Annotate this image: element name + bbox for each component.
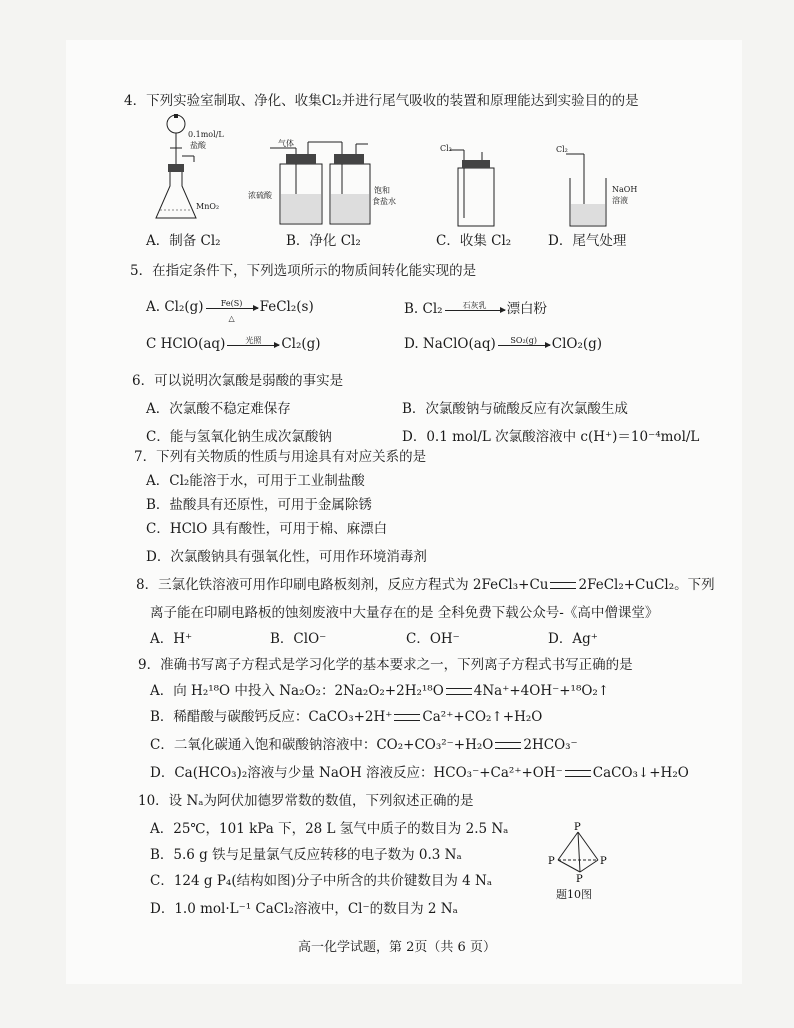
- q9-a-pre: A．向 H₂¹⁸O 中投入 Na₂O₂：2Na₂O₂+2H₂¹⁸O: [150, 683, 444, 699]
- q6-stem: 6．可以说明次氯酸是弱酸的事实是: [132, 373, 344, 389]
- p4-atom-top: P: [574, 822, 581, 833]
- reaction-arrow: [445, 300, 505, 317]
- page-footer: 高一化学试题，第 2页（共 6 页）: [298, 940, 496, 955]
- q5-d-reactant: D. NaClO(aq): [404, 336, 496, 352]
- q8-option-b: B．ClO⁻: [270, 631, 327, 647]
- q10-option-d: D．1.0 mol·L⁻¹ CaCl₂溶液中，Cl⁻的数目为 2 Nₐ: [150, 901, 458, 917]
- equals-sign: [394, 714, 420, 721]
- collection-bottle-diagram: [450, 146, 500, 230]
- q6-option-b: B．次氯酸钠与硫酸反应有次氯酸生成: [402, 401, 628, 417]
- arrow-condition-top: Fe(S): [220, 298, 243, 308]
- equals-sign: [550, 582, 576, 589]
- q5-d-product: ClO₂(g): [551, 336, 603, 352]
- q9-stem: 9．准确书写离子方程式是学习化学的基本要求之一，下列离子方程式书写正确的是: [138, 657, 633, 673]
- q7-option-b: B．盐酸具有还原性，可用于金属除锈: [146, 497, 372, 513]
- fig-a-acid-label2: 盐酸: [190, 141, 206, 150]
- fig-c-gas-label: Cl₂: [440, 144, 452, 153]
- q8-stem-pre: 8．三氯化铁溶液可用作印刷电路板刻剂，反应方程式为 2FeCl₃+Cu: [136, 577, 549, 593]
- fig-b-apparatus: [270, 140, 380, 234]
- equals-sign: [495, 742, 521, 749]
- q9-option-a: [150, 682, 609, 700]
- q10-stem: 10．设 Nₐ为阿伏加德罗常数的数值，下列叙述正确的是: [138, 793, 474, 809]
- fig-b-gas-label: 气体: [278, 139, 294, 148]
- q6-option-d: D．0.1 mol/L 次氯酸溶液中 c(H⁺)＝10⁻⁴mol/L: [402, 429, 700, 445]
- q10-option-b: B．5.6 g 铁与足量氯气反应转移的电子数为 0.3 Nₐ: [150, 847, 462, 863]
- fig-b-right-label2: 食盐水: [372, 197, 396, 206]
- q5-option-d: [404, 335, 602, 353]
- fig-d-sol-label2: 溶液: [612, 196, 628, 205]
- fig-a-solid-label: MnO₂: [196, 202, 220, 211]
- fig-d-caption: D．尾气处理: [548, 233, 627, 249]
- q6-option-c: C．能与氢氧化钠生成次氯酸钠: [146, 429, 332, 445]
- arrow-condition-bottom: △: [228, 313, 235, 323]
- q9-c-post: 2HCO₃⁻: [523, 737, 578, 753]
- q10-option-c: C．124 g P₄(结构如图)分子中所含的共价键数目为 4 Nₐ: [150, 873, 493, 889]
- p4-tetrahedron-diagram: [548, 822, 608, 884]
- fig-a-caption: A．制备 Cl₂: [146, 233, 221, 249]
- q9-d-pre: D．Ca(HCO₃)₂溶液与少量 NaOH 溶液反应：HCO₃⁻+Ca²⁺+OH⁻: [150, 765, 563, 781]
- fig-d-sol-label: NaOH: [612, 185, 638, 194]
- q9-a-post: 4Na⁺+4OH⁻+¹⁸O₂↑: [473, 683, 610, 699]
- q8-stem-post: 2FeCl₂+CuCl₂。下列: [578, 577, 715, 593]
- q8-option-a: A．H⁺: [150, 631, 193, 647]
- q5-c-product: Cl₂(g): [281, 336, 321, 352]
- arrow-condition-top: 光照: [245, 335, 262, 345]
- q5-b-reactant: B. Cl₂: [404, 301, 443, 317]
- fig-b-caption: B．净化 Cl₂: [286, 233, 361, 249]
- fig-c-apparatus: [450, 146, 500, 234]
- fig-b-right-label: 饱和: [374, 186, 390, 195]
- fig-d-gas-label: Cl₂: [556, 145, 568, 154]
- q8-stem-line2: 离子能在印刷电路板的蚀刻废液中大量存在的是 全科免费下载公众号-《高中僧课堂》: [150, 605, 659, 621]
- q7-stem: 7．下列有关物质的性质与用途具有对应关系的是: [134, 449, 427, 465]
- q6-option-a: A．次氯酸不稳定难保存: [146, 401, 291, 417]
- q5-option-b: [404, 300, 547, 318]
- p4-atom-left: P: [548, 856, 555, 867]
- equals-sign: [446, 688, 472, 695]
- fig-b-left-label: 浓硫酸: [248, 191, 272, 200]
- q8-option-d: D．Ag⁺: [548, 631, 598, 647]
- q9-b-pre: B．稀醋酸与碳酸钙反应：CaCO₃+2H⁺: [150, 709, 393, 725]
- q7-option-a: A．Cl₂能溶于水，可用于工业制盐酸: [146, 473, 365, 489]
- fig-a-acid-label: 0.1mol/L: [188, 130, 224, 139]
- q9-option-d: [150, 764, 689, 782]
- q9-option-c: [150, 736, 578, 754]
- q5-b-product: 漂白粉: [506, 301, 548, 317]
- q8-stem-line1: [136, 576, 715, 594]
- q9-c-pre: C．二氧化碳通入饱和碳酸钠溶液中：CO₂+CO₃²⁻+H₂O: [150, 737, 494, 753]
- q5-a-product: FeCl₂(s): [259, 299, 314, 315]
- q7-option-c: C．HClO 具有酸性，可用于棉、麻漂白: [146, 521, 388, 537]
- q7-option-d: D．次氯酸钠具有强氧化性，可用作环境消毒剂: [146, 549, 427, 565]
- q5-a-reactant: A. Cl₂(g): [146, 299, 204, 315]
- q8-option-c: C．OH⁻: [406, 631, 460, 647]
- p4-atom-right: P: [600, 856, 607, 867]
- fig-c-caption: C．收集 Cl₂: [436, 233, 512, 249]
- p4-atom-bottom: P: [576, 874, 583, 885]
- q5-c-reactant: C HClO(aq): [146, 336, 226, 352]
- reaction-arrow: [227, 335, 279, 352]
- p4-structure-figure: [548, 822, 608, 888]
- q5-option-a: [146, 298, 314, 323]
- equals-sign: [565, 770, 591, 777]
- q5-stem: 5．在指定条件下，下列选项所示的物质间转化能实现的是: [130, 263, 477, 279]
- reaction-arrow: [498, 335, 550, 352]
- q9-d-post: CaCO₃↓+H₂O: [592, 765, 689, 781]
- q10-option-a: A．25℃，101 kPa 下，28 L 氢气中质子的数目为 2.5 Nₐ: [150, 821, 509, 837]
- p4-figure-caption: 题10图: [556, 888, 592, 901]
- q9-b-post: Ca²⁺+CO₂↑+H₂O: [422, 709, 543, 725]
- wash-bottles-diagram: [270, 140, 380, 230]
- q9-option-b: [150, 708, 542, 726]
- q5-option-c: [146, 335, 321, 353]
- reaction-arrow: [206, 298, 258, 323]
- arrow-condition-top: SO₂(g): [510, 335, 538, 345]
- arrow-condition-top: 石灰乳: [462, 300, 487, 310]
- q4-stem: 4．下列实验室制取、净化、收集Cl₂并进行尾气吸收的装置和原理能达到实验目的的是: [124, 93, 639, 109]
